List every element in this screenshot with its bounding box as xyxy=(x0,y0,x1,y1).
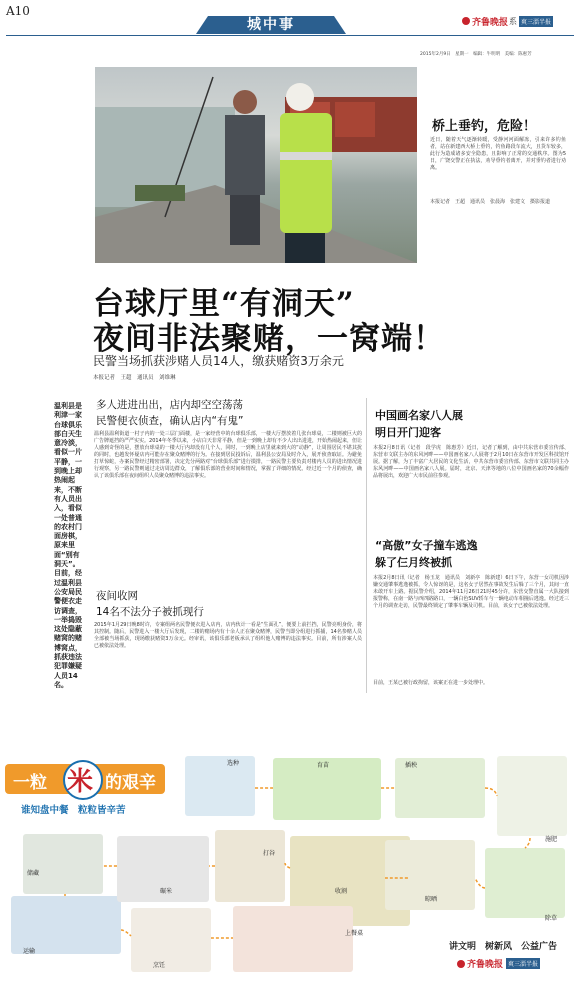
right-story1-body: 本报2月8日讯（记者 段学虎 陈惠芳）近日，记者了解到，由中共东营市委宣传部、东营市文联主办的东风河畔——中国画名家八人展将于2月10日在东营市开发区科技馆开展。据了解，为了丰富广大居民的文化生活，中共东营市委宣传部、东营市文联共同主办东风河畔——中国画名家八人展。届时，北京、天津等地的八位中国画名家的70余幅作品将展出，欢迎广大市民前往参观。 xyxy=(373,445,569,479)
ad-label-6: 打谷 xyxy=(263,850,276,857)
main-headline-line2: 夜间非法聚赌，一窝端！ xyxy=(93,321,445,357)
section2-body: 2015年1月29日晚8时许，专案组两名民警便衣进入店内，店内伙计一看是“生面孔”，便要上前拦挡，民警亮明身份，将其控制。随后，民警进入一楼大厅后发现，二楼的赌场内有十余人正在聚众赌博，民警当即分组进行抓捕，14名参赌人员全部被当场抓获，现场缴获赌资3万余元。经审讯，该俱乐部老板承认了组织他人赌博的违法事实。目前，所有涉案人员已被依法处理。 xyxy=(94,622,362,649)
ad-label-4: 除草 xyxy=(545,915,558,922)
section1-title-b: 民警便衣侦查，确认店内“有鬼” xyxy=(96,415,244,427)
footer-logo-text: 齐鲁晚报 xyxy=(467,960,504,970)
ad-label-10: 上餐桌 xyxy=(345,930,364,937)
photo-story-headline: 桥上垂钓，危险！ xyxy=(432,119,537,134)
column-divider xyxy=(366,398,367,693)
ad-label-1: 育苗 xyxy=(317,762,330,769)
main-subhead: 民警当场抓获涉赌人员14人，缴获赌资3万余元 xyxy=(93,354,344,368)
section1-body: 温利县温利街道一村子内的一处三层门面楼，是一家经营中的台球俱乐部，一楼大厅摆放着几张台球桌，二楼则被巨大的广告牌遮挡的严严实实。2014年冬季以来，小店白天非常平静，但是一到晚上却有不少人出出进进，开始热闹起来，但让人感到奇怪的是，摆放台球桌的一楼大厅内却没有几个人，同时，一到晚上店里就来到大的“动静”，让周围居民不堪其扰的同时，也越发怀疑店内可能存在聚众赌博的行为。在接到居民投诉后，温利县公安局及时介入，展开侦查取证。为避免打草惊蛇，办案民警经过精密部署，决定先分两路对“台球俱乐部”进行摸排，一路民警主要负责对楼内人员的进出情况进行观察，另一路民警则通过走访周边群众，了解俱乐部的营业时间和情况，掌握了详细的情况。经过近一个月的侦查，确认了该俱乐部在夜间组织人员聚众赌博的违法事实。 xyxy=(94,431,362,479)
ad-label-11: 储藏 xyxy=(27,870,40,877)
photo-story-body: 近日，随着天气逐渐转暖，受静河河面解冻，引来许多钓鱼者，站在新建西大桥上垂钓，钓鱼路段车流大，且货车较多，此行为造成诸多安全隐患，且影响了正常的交通秩序。图为5日，广饶交警正在执法，劝导垂钓者离开，并对垂钓者进行劝离。 xyxy=(430,137,566,171)
ad-label-3: 施肥 xyxy=(545,836,558,843)
ad-subtitle: 谁知盘中餐 粒粒皆辛苦 xyxy=(21,805,126,816)
right-story1-headline-line1: 中国画名家八人展 xyxy=(375,409,463,422)
page-number: A10 xyxy=(6,4,30,18)
ad-label-2: 插秧 xyxy=(405,762,418,769)
brand-badge: 爽三淄半报 xyxy=(519,16,553,27)
section1-title-a: 多人进进出出，店内却空空荡荡 xyxy=(96,399,243,411)
photo-illustration xyxy=(95,67,417,263)
threshing-illustration xyxy=(215,830,285,902)
right-story2-headline-line2: 躲了仨月终被抓 xyxy=(375,556,452,569)
public-service-ad xyxy=(5,748,575,978)
section2-title-b: 14名不法分子被抓现行 xyxy=(96,606,204,618)
ad-title-pre: 一粒 xyxy=(13,773,47,793)
date-line: 2015年2月9日 星期一 编辑：牛明明 美编：陈惠芳 xyxy=(420,52,532,57)
weeding-illustration xyxy=(485,848,565,918)
photo-story-credit: 本报记者 王超 通讯员 张晨海 张建文 摄影报道 xyxy=(430,199,551,205)
ad-label-7: 运输 xyxy=(23,948,36,955)
ad-title-mid: 米 xyxy=(67,767,94,797)
seed-selection-illustration xyxy=(185,756,255,816)
main-intro-text: 温利县是利津一家台球俱乐部白天生意冷淡，看似一片平静，一到晚上却热闹起来，不断有人员出入，看似一处普通的农村门面房棋，原来里面“别有洞天”。目前，经过温利县公安局民警便衣走访调查，一举捣毁这处隐蔽赌窝的赌博窝点，抓获违法犯罪嫌疑人员14名。 xyxy=(54,402,82,689)
right-story1-headline-line2: 明日开门迎客 xyxy=(375,426,441,439)
storage-illustration xyxy=(23,834,103,894)
cooking-illustration xyxy=(131,908,211,972)
ad-label-5: 收割 xyxy=(335,888,348,895)
ad-label-0: 选种 xyxy=(227,760,240,767)
dining-table-illustration xyxy=(233,906,353,972)
right-story2-body: 本报2月8日讯（记者 杨玉龙 通讯员 刘新亭 陈新建）6日下午，东营一女司机因涉嫌交通肇事逃逸被抓，令人惊讶的是，这名女子居然在事故发生后躲了三个月，其间一直未敢开车上路。据民警介绍，2014年11月26日21时45分许，东营交警直属一大队接到报警称，在南一路与西四路路口，一辆白色SUV轿车与一辆电动车相撞后逃逸。经过近三个月的调查走访，民警最终锁定了肇事车辆及司机。目前，该女子已被依法处理。 xyxy=(373,575,569,609)
brand-logo-text: 齐鲁晚报 xyxy=(472,17,509,28)
brand-logo xyxy=(462,15,553,27)
brand-system-text: 系 xyxy=(509,16,518,26)
brand-logo-icon xyxy=(462,17,470,25)
ad-title-post: 的艰辛 xyxy=(105,773,156,793)
right-story2-headline-line1: “高傲”女子撞车逃逸 xyxy=(375,539,478,552)
main-byline: 本报记者 王超 通讯员 刘维琳 xyxy=(93,375,176,381)
section2-title-a: 夜间收网 xyxy=(96,590,138,602)
ad-label-9: 烹饪 xyxy=(153,962,166,969)
news-photo xyxy=(95,67,417,263)
ad-label-12: 晾晒 xyxy=(425,896,438,903)
main-headline-line1: 台球厅里“有洞天” xyxy=(93,286,355,322)
ad-label-8: 碾米 xyxy=(160,888,173,895)
right-story2-body-end: 目前，王某已被行政拘留，该案正在进一步处理中。 xyxy=(373,680,489,686)
ad-footer-logo xyxy=(457,957,540,970)
footer-badge: 爽三淄半报 xyxy=(506,958,540,969)
header-rule xyxy=(6,35,574,36)
main-intro-sidebar xyxy=(54,402,84,689)
footer-logo-icon xyxy=(457,960,465,968)
section-title: 城中事 xyxy=(247,17,295,33)
fertilizing-illustration xyxy=(497,756,567,836)
ad-slogan: 讲文明 树新风 公益广告 xyxy=(449,942,558,952)
